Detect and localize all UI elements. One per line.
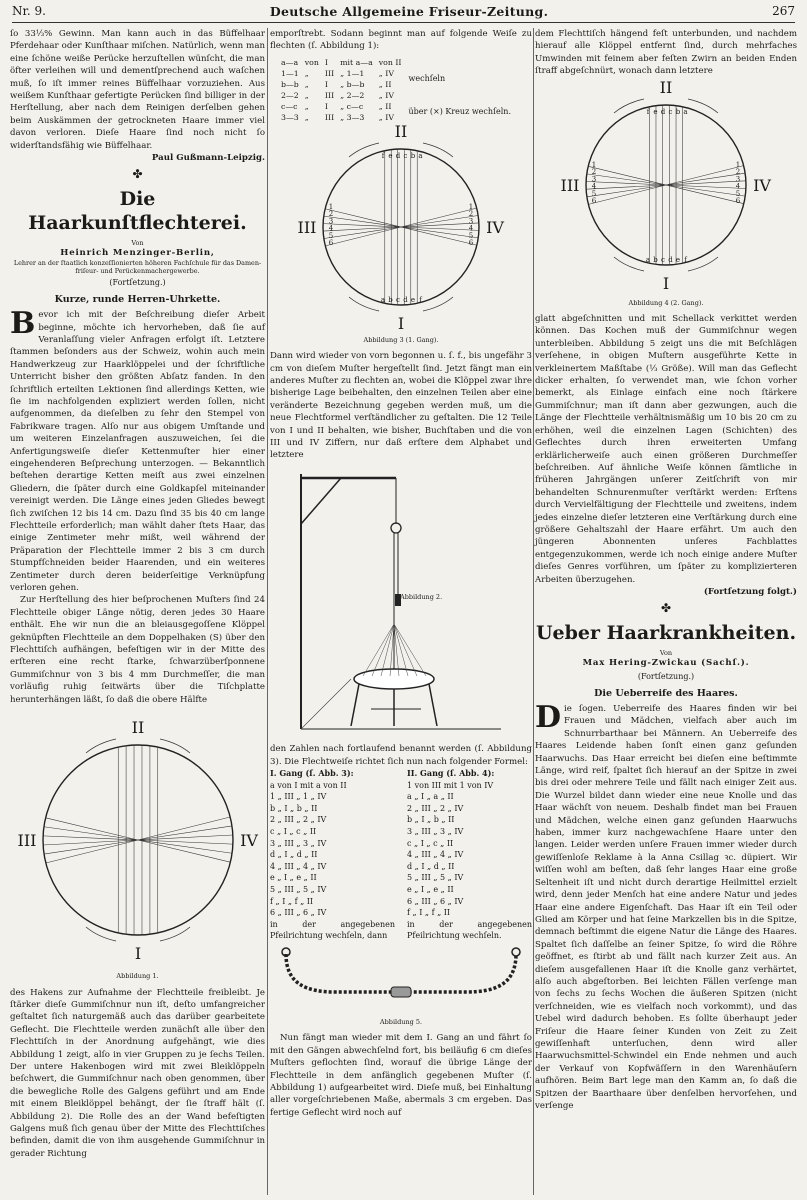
paragraph: Zur Herſtellung des hier beſprochenen Muſters ſind 24 Flechtteile obiger Länge nötig, deren jedes 30 Haare enthält. Ehe wir nun die an bleiausgegoſſene Klöppel geknüpften Flechtteile an dem Doppelhaken (S) über den Flechttiſch aufhängen, befeſtigen wir in der Mitte des erſteren eine recht ſtarke, ſchwarzüberſponnene Gummiſchnur von 3 bis 4 mm Durchmeſſer, die man vorläufig ruhig ſeitwärts über die Tiſchplatte herunterhängen läßt, ſo daß die obere Hälfte	[10, 595, 265, 705]
formula-line: f „ I „ f „ II	[270, 896, 314, 906]
strand-digit: 1	[591, 160, 597, 169]
formula-block	[278, 56, 532, 124]
strand-letter: a	[380, 295, 386, 304]
drop-cap: B	[10, 306, 36, 342]
roman-label: IV	[753, 175, 771, 195]
strand-letter: c	[403, 151, 408, 160]
gang-2-list	[407, 780, 532, 919]
roman-label: I	[134, 944, 141, 964]
paragraph: evor ich mit der Beſchreibung dieſer Arbeit beginne, möchte ich hervorheben, daß ſie auf Veranlaſſung vieler Anfragen erfolgt iſt. Letztere ſtammen beſonders aus der Schweiz, wohin auch mein Handwerkzeug zur Haarklöppelei und der ſchriftliche Unterricht bisher den größten Abſatz fanden. In den ſchriftlich erteilten Lektionen ſind allerdings Ketten, wie ſie im nachfolgenden expliziert werden ſollen, nicht aufgenommen, da dieſelben zu ſehr den Stempel von Fabrikware tragen. Alſo nur aus obigem Umſtande und um weiteren Einzelanfragen auszuweichen, ſei die Anfertigungsweiſe dieſer Kettenmuſter hier einer eingehenderen Beſprechung unterzogen. — Bekanntlich beſtehen derartige Ketten meiſt aus zwei einzelnen Gliedern, die ſpäter durch eine Goldkapſel miteinander vereinigt werden. Die Länge eines jeden Gliedes bewegt ſich zwiſchen 12 bis 14 cm. Dazu ſind 35 bis 40 cm lange Flechtteile erforderlich; man wählt daher ſtets Haar, das einige Zentimeter mehr mißt, weil während der Präparation der Flechtteile immer 2 bis 3 cm durch Stumpfſchneiden beider Haarenden, und ein weiteres Zentimeter durch deren beiderſeitige Verknüpfung verloren gehen.	[10, 310, 265, 594]
strand-digit: 6	[468, 238, 474, 247]
author-name: Heinrich Menzinger-Berlin,	[60, 247, 215, 258]
roman-label: III	[17, 831, 36, 851]
strand-letter: e	[388, 151, 393, 160]
drop-cap: D	[535, 700, 562, 735]
paragraph: dem Flechttiſch hängend feſt unterbunden, und nachdem hierauf alle Klöppel entfernt ſind, durch mehrfaches Umwinden mit feinem aber feſten Zwirn an beiden Enden ſtraff abgeſchnürt, wonach dann letztere	[535, 29, 797, 77]
signature: Paul Gußmann-Leipzig.	[151, 153, 265, 164]
strand-digit: 2	[328, 210, 334, 219]
issue-number: Nr. 9.	[12, 4, 46, 18]
strand-digit: 5	[468, 231, 474, 240]
continued-note: (Fortſetzung.)	[637, 672, 695, 682]
strand-digit: 6	[735, 196, 741, 205]
strand-letter: f	[419, 295, 422, 304]
paragraph: ie ſogen. Ueberreife des Haares finden wir bei Frauen und Mädchen, vielfach aber auch im Schnurrbarthaar bei Männern. An Ueberreife des Haares Leidende haben ſonſt einen ganz geſunden Haarwuchs. Das Haar erreicht bei dieſen eine beſtimmte Länge, wird reif, ſpaltet ſich hierauf an der Spitze in zwei bis drei oder mehrere Teile und fällt nach einiger Zeit aus. Die Wurzel bildet dann wieder eine neue Knolle und das Haar wächſt von neuem. Deshalb findet man bei Frauen und Mädchen, welche einen ganz geſunden Haarwuchs haben, immer kurz nachgewachſene Haare unter den langen. Leider werden unſere Frauen immer wieder durch gewiſſenloſe Reklame à la Anna Csillag ꝛc. düpiert. Wir wiſſen wohl am beſten, daß ſehr langes Haar eine große Seltenheit iſt und nicht durch derartige Heilmittel erzielt wird, denn jeder Menſch hat eine andere Natur und jedes Haar eine andere Eigenſchaft. Das Haar iſt ein Teil oder Glied am Körper und hat ſeine Markzellen bis in die Spitze, demnach beſtimmt die eigene Natur die Länge des Haares. Spaltet ſich daſſelbe an ſeiner Spitze, ſo wird die Röhre geöffnet, es ſtirbt ab und fällt nach kurzer Zeit aus. An dieſem ausgefallenen Haar iſt die Knolle ganz verhärtet, alſo auch abgeſtorben. Bei leichten Fällen verſenge man von ſechs zu ſechs Wochen die äußeren Spitzen (nicht verſchneiden, wie es vielfach noch vorkommt), und das Uebel wird dadurch behoben. Es ſollte überhaupt jeder Friſeur die Haare ſeiner Kunden von Zeit zu Zeit gewiſſenhaft unterſuchen, denn wird aller Haarwuchsmittel-Schwindel ein Ende nehmen und auch der Verkauf von Kopfwäſſern in den Warenhäuſern aufhören. Beim Bart lege man den Kamm an, ſo daß die Spitzen der Baarthaare über denſelben hervorſehen, und verſenge	[535, 704, 797, 1111]
strand-letter: b	[675, 107, 681, 116]
strand-digit: 4	[468, 224, 474, 233]
formula-line: 3 „ III „ 3 „ IV	[407, 827, 464, 837]
strand-digit: 1	[468, 202, 474, 211]
article-title: Ueber Haarkrankheiten.	[535, 621, 797, 644]
formula-line: a „ I „ a „ II	[407, 792, 454, 802]
paragraph: den Zahlen nach fortlaufend benannt werden (ſ. Abbildung 3). Die Flechtweiſe richtet ſich nun nach folgender Formel:	[270, 744, 532, 767]
gang-2-note: in der angegebenen Pfeilrichtung wechſeln.	[407, 919, 532, 941]
strand-digit: 2	[591, 167, 597, 176]
paragraph: ſo 33⅓% Gewinn. Man kann auch in das Büffelhaar Pferdehaar oder Kunſthaar miſchen. Natürlich, wenn man eine ſchöne weiße Perücke herzuſtellen wünſcht, die man öfter verleihen will und dementſprechend auch waſchen muß, ſo iſt immer reines Büffelhaar vorzuziehen. Aus weißem Kunſthaar gefertigte Perücken ſind billiger in der Herſtellung, aber nach dem Reinigen derſelben gehen beim Auskämmen der getrockneten Haare immer viel davon verloren. Dieſe Haare ſind noch nicht ſo widerſtandsfähig wie Büffelhaar.	[10, 29, 265, 151]
strand-digit: 1	[735, 160, 741, 169]
formula-line: b „ I „ b „ II	[270, 803, 318, 813]
brace-label: über (×) Kreuz wechſeln.	[408, 107, 511, 117]
strand-digit: 5	[328, 231, 334, 240]
gang-2-title: II. Gang (ſ. Abb. 4):	[407, 768, 495, 779]
formula-line: c „ I „ c „ II	[407, 838, 454, 848]
roman-label: II	[659, 77, 673, 97]
strand-digit: 3	[328, 217, 334, 226]
strand-letter: d	[395, 151, 401, 160]
continued-note: (Fortſetzung.)	[109, 278, 166, 288]
byline-von: Von	[131, 238, 144, 247]
formula-line: 5 „ III „ 5 „ IV	[270, 885, 327, 895]
formula-row: c—c „ I „ c—c „ II	[281, 101, 392, 111]
figure-caption: Abbildung 1.	[116, 972, 159, 981]
strand-letter: b	[410, 151, 416, 160]
strand-digit: 3	[735, 175, 741, 184]
strand-digit: 4	[328, 224, 334, 233]
section-heading: Kurze, runde Herren-Uhrkette.	[54, 293, 221, 305]
strand-digit: 1	[328, 202, 334, 211]
page-number: 267	[772, 4, 795, 18]
strand-letter: b	[388, 295, 393, 304]
paragraph: Nun fängt man wieder mit dem I. Gang an und fährt ſo mit den Gängen abwechſelnd fort, bis beiläufig 6 cm dieſes Muſters geflochten ſind, worauf die übrige Länge der Flechtteile in dem anfänglich gegebenen Muſter (ſ. Abbildung 1) aufgearbeitet wird. Dieſe muß, bei Einhaltung aller vorgeſchriebenen Maße, abermals 3 cm ergeben. Das fertige Geflecht wird noch auf	[270, 1033, 532, 1118]
paragraph: des Hakens zur Aufnahme der Flechtteile freibleibt. Je ſtärker dieſe Gummiſchnur nun iſt, deſto umfangreicher geſtaltet ſich naturgemäß auch das darüber gearbeitete Geflecht. Die Flechtteile werden zunächſt alle über den Flechttiſch in der Anordnung aufgehängt, wie dies Abbildung 1 zeigt, alſo in vier Gruppen zu je ſechs Teilen. Der untere Hakenbogen wird mit zwei Bleiklöppeln beſchwert, die Gummiſchnur nach oben genommen, über die bewegliche Rolle des Galgens geführt und am Ende mit einem Bleiklöppel behängt, der ſie ſtraff hält (ſ. Abbildung 2). Die Rolle des an der Wand befeſtigten Galgens muß ſich genau über der Mitte des Flechttiſches befinden, damit die von ihm ausgehende Gummiſchnur in gerader Richtung	[10, 987, 265, 1159]
roman-label: I	[397, 313, 405, 333]
formula-line: 3 „ III „ 3 „ IV	[270, 838, 327, 848]
paragraph: emporſtrebt. Sodann beginnt man auf folgende Weiſe zu flechten (ſ. Abbildung 1):	[270, 29, 532, 52]
author-affiliation: Lehrer an der ſtaatlich konzeſſionierten höheren Fachſchule für das Damen-friſeur- und Perückenmachergewerbe.	[13, 259, 262, 276]
strand-letter: c	[661, 255, 665, 264]
strand-letter: c	[668, 107, 673, 116]
formula-line: e „ I „ e „ II	[270, 873, 317, 883]
figure-caption: Abbildung 3 (1. Gang).	[363, 335, 439, 344]
figure-caption: Abbildung 5.	[379, 1018, 423, 1026]
strand-letter: b	[653, 255, 658, 264]
strand-letter: d	[403, 295, 408, 304]
gang-1-note: in der angegebenen Pfeilrichtung wechſeln, dann	[270, 919, 395, 941]
article-title: Die Haarkunſtflechterei.	[28, 187, 247, 234]
continued-follow: (Fortſetzung folgt.)	[703, 586, 797, 597]
figure-4-circle-diagram	[546, 77, 786, 295]
section-heading: Die Ueberreife des Haares.	[594, 687, 738, 699]
roman-label: II	[394, 121, 408, 141]
figure-5-chain	[276, 944, 526, 1014]
strand-letter: d	[660, 107, 666, 116]
header-rule	[12, 22, 795, 23]
formula-line: 6 „ III „ 6 „ IV	[407, 896, 464, 906]
roman-label: III	[297, 217, 317, 237]
formula-line: 5 „ III „ 5 „ IV	[407, 873, 464, 883]
formula-line: d „ I „ d „ II	[270, 850, 318, 860]
formula-line: 1 „ III „ 1 „ IV	[270, 792, 327, 802]
strand-digit: 3	[468, 217, 474, 226]
formula-line: b „ I „ b „ II	[407, 815, 455, 825]
formula-line: f „ I „ f „ II	[407, 908, 451, 918]
strand-digit: 4	[591, 182, 597, 191]
roman-label: II	[131, 718, 144, 738]
figure-3-circle-diagram	[286, 121, 516, 333]
gang-formula-tables	[270, 768, 532, 942]
paragraph: glatt abgeſchnitten und mit Schellack verkittet werden können. Das Kochen muß der Gummiſchnur wegen unterbleiben. Abbildung 5 zeigt uns die mit Beſchlägen verſehene, in obigen Muſtern ausgeführte Kette in verkleinertem Maßſtabe (⅓ Größe). Will man das Geflecht dicker erhalten, ſo verwendet man, wie ſchon vorher bemerkt, als Einlage einfach eine noch ſtärkere Gummiſchnur; man iſt dann aber gezwungen, auch die Länge der Flechtteile verhältnismäßig um 10 bis 20 cm zu erhöhen, weil die einzelnen Lagen (Schichten) des Geflechtes durch ihren erweiterten Umfang erklärlicherweiſe auch einen größeren Durchmeſſer beſchreiben. Auf ähnliche Weiſe können ſämtliche in früheren Jahrgängen unſerer Zeitſchrift von mir behandelten Schnurenmuſter verſtärkt werden: Erſtens durch Vervielfältigung der Flechtteile und zweitens, indem jedes einzelne dieſer letzteren eine Verſtärkung durch eine größere Gehaltszahl der Haare erfährt. Um auch den jüngeren Abonnenten unſeres Fachblattes entgegenzukommen, werde ich noch einige andere Muſter dieſes Genres vorführen, um ſpäter zu komplizierteren Arbeiten überzugehen.	[535, 314, 797, 585]
author-name: Max Hering-Zwickau (Sachſ.).	[582, 657, 750, 668]
formula-row: a—a von I mit a—a von II	[281, 57, 402, 67]
brace-label: wechſeln	[408, 74, 446, 84]
column-2	[270, 28, 532, 1198]
strand-letter: a	[645, 255, 651, 264]
ornament: ✤	[660, 601, 672, 616]
formula-line: c „ I „ c „ II	[270, 827, 317, 837]
roman-label: IV	[486, 217, 504, 237]
strand-letter: f	[646, 107, 650, 116]
column-divider	[533, 28, 534, 1195]
figure-caption: Abbildung 4 (2. Gang).	[628, 298, 704, 307]
column-1	[10, 28, 265, 1198]
strand-letter: e	[410, 295, 416, 304]
column-divider	[267, 28, 268, 1195]
gang-1-list	[270, 780, 395, 919]
figure-1-circle-diagram	[17, 708, 258, 968]
formula-row: 2—2 „ III „ 2—2 „ IV	[281, 90, 394, 100]
roman-label: IV	[239, 831, 258, 851]
strand-digit: 5	[591, 189, 597, 198]
gang-1-title: I. Gang (ſ. Abb. 3):	[270, 768, 354, 779]
formula-row: b—b „ I „ b—b „ II	[281, 79, 392, 89]
strand-letter: a	[683, 107, 688, 116]
strand-letter: f	[381, 151, 385, 160]
formula-line: 4 „ III „ 4 „ IV	[407, 850, 464, 860]
roman-label: I	[662, 273, 670, 293]
paragraph: Dann wird wieder von vorn begonnen u. ſ. f., bis ungefähr 3 cm von dieſem Muſter hergeſtellt ſind. Jetzt fängt man ein anderes Muſter zu flechten an, wobei die Klöppel zwar ihre bisherige Lage beibehalten, den einzelnen Teilen aber eine veränderte Bezeichnung gegeben werden muß, um die neue Flechtformel verſtändlicher zu geſtalten. Die 12 Teile von I und II behalten, wie bisher, Buchſtaben und die von III und IV Ziffern, nur daß erſtere dem Alphabet und letztere	[270, 351, 532, 461]
page-header	[12, 0, 795, 22]
strand-digit: 3	[591, 175, 597, 184]
formula-row: 3—3 „ III „ 3—3 „ IV	[281, 112, 394, 122]
formula-line: 6 „ III „ 6 „ IV	[270, 908, 327, 918]
strand-letter: d	[668, 255, 673, 264]
strand-digit: 6	[591, 196, 597, 205]
strand-letter: a	[418, 151, 423, 160]
strand-letter: c	[396, 295, 400, 304]
strand-letter: e	[675, 255, 681, 264]
strand-digit: 2	[468, 210, 474, 219]
formula-line: 2 „ III „ 2 „ IV	[270, 815, 327, 825]
formula-line: d „ I „ d „ II	[407, 861, 455, 871]
strand-letter: e	[653, 107, 658, 116]
formula-line: 4 „ III „ 4 „ IV	[270, 861, 327, 871]
strand-digit: 5	[735, 189, 741, 198]
column-3	[535, 28, 797, 1198]
byline-von: Von	[659, 648, 673, 657]
formula-table	[278, 57, 405, 123]
formula-row: 1—1 „ III „ 1—1 „ IV	[281, 68, 394, 78]
figure-caption: Abbildung 2.	[400, 592, 443, 601]
strand-digit: 4	[735, 182, 741, 191]
roman-label: III	[560, 175, 580, 195]
formula-line: 1 von III mit 1 von IV	[407, 780, 494, 790]
newspaper-title: Deutsche Allgemeine Friseur-Zeitung.	[269, 3, 549, 19]
formula-line: 2 „ III „ 2 „ IV	[407, 803, 464, 813]
formula-line: a von I mit a von II	[270, 780, 347, 790]
formula-line: e „ I „ e „ II	[407, 885, 454, 895]
strand-digit: 2	[735, 167, 741, 176]
strand-digit: 6	[328, 238, 334, 247]
ornament: ✤	[132, 167, 143, 182]
strand-letter: f	[684, 255, 687, 264]
